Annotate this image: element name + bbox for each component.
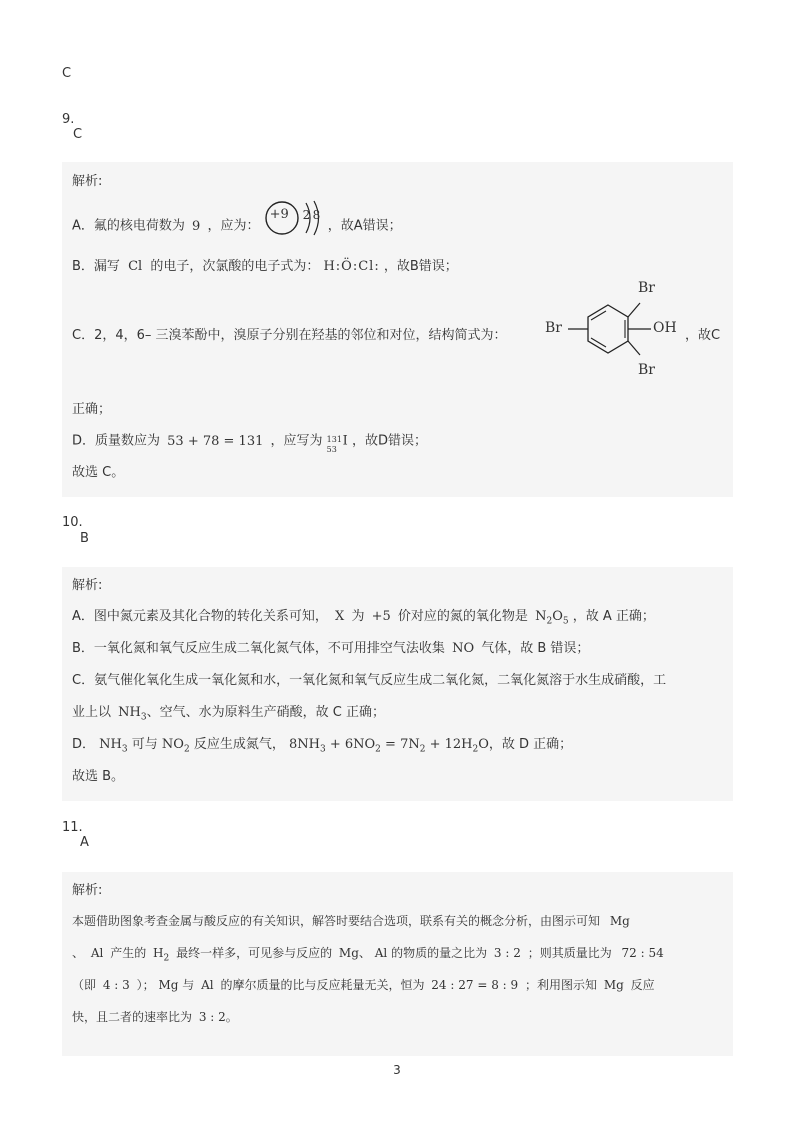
q10-explanation-box <box>62 567 733 801</box>
q10-reaction-equation: $8NH_3 + 6NO_2 = 7N_2 + 12H_2O$ <box>288 737 489 755</box>
q9-option-a: A．氟的核电荷数为 9 ，应为： +9 2 8 ，故A错误； <box>72 212 402 240</box>
q10-option-d: D． $NH_3$ 可与 $NO_2$ 反应生成氮气， $8NH_3 + 6NO_2 = 7N_2 + 12H_2O$，故 D 正确； <box>72 737 573 755</box>
q9-option-c-tail: ，故C <box>685 328 721 343</box>
q9-option-d: D．质量数应为 53 + 78 = 131 ，应写为 131 53 I ，故D错误； <box>72 433 427 454</box>
q9-number: 9. <box>62 112 75 127</box>
q11-line1: 本题借助图象考查金属与酸反应的有关知识，解答时要结合选项，联系有关的概念分析，由图示可知 Mg <box>72 914 630 928</box>
q9-option-c-cont: 正确； <box>72 402 112 417</box>
q10-conclusion: 故选 B。 <box>72 769 125 784</box>
q10-option-b: B．一氧化氮和氧气反应生成二氧化氮气体，不可用排空气法收集 NO 气体，故 B 错误； <box>72 641 590 656</box>
q9-option-c: C．2，4，6– 三溴苯酚中，溴原子分别在羟基的邻位和对位，结构简式为： <box>72 328 507 343</box>
iodine-isotope: 131 53 <box>326 435 342 454</box>
hypochlorous-electron-formula: H:Ö:Cl: <box>323 259 380 274</box>
q10-option-c-line2: 业上以 $NH_3$、空气、水为原料生产硝酸，故 C 正确； <box>72 705 385 723</box>
q10-number: 10. <box>62 515 83 530</box>
fluorine-atom-diagram: +9 2 8 <box>264 200 324 240</box>
tribromophenol-structure: Br OH Br Br <box>545 280 677 378</box>
q10-answer: B <box>80 531 89 546</box>
q10-label: 解析: <box>72 578 103 593</box>
q11-explanation-box <box>62 872 733 1056</box>
q9-conclusion: 故选 C。 <box>72 465 125 480</box>
q11-line2: 、 Al 产生的 $H_2$ 最终一样多，可见参与反应的 Mg、 Al 的物质的量之比为 3 : 2 ；则其质量比为 72 : 54 <box>72 946 664 964</box>
q11-line3: （即 4 : 3 ）； Mg 与 Al 的摩尔质量的比与反应耗量无关，恒为 24 : 27 = 8 : 9 ；利用图示知 Mg 反应 <box>72 978 655 992</box>
q9-answer: C <box>73 127 83 142</box>
q9-label: 解析: <box>72 174 103 189</box>
q11-label: 解析: <box>72 883 103 898</box>
q10-option-c-line1: C．氨气催化氧化生成一氧化氮和水，一氧化氮和氧气反应生成二氧化氮，二氧化氮溶于水生成硝酸，工 <box>72 673 667 688</box>
q9-option-b: B．漏写 Cl 的电子，次氯酸的电子式为： H:Ö:Cl: ，故B错误； <box>72 259 458 274</box>
q11-answer: A <box>80 835 89 850</box>
q11-line4: 快，且二者的速率比为 3 : 2。 <box>72 1010 238 1024</box>
q9-explanation-box <box>62 162 733 497</box>
prev-answer: C <box>62 66 72 81</box>
q11-number: 11. <box>62 820 83 835</box>
page-number: 3 <box>393 1063 401 1077</box>
q10-option-a: A．图中氮元素及其化合物的转化关系可知， X 为 +5 价对应的氮的氧化物是 $N_2O_5$ ，故 A 正确； <box>72 609 655 627</box>
